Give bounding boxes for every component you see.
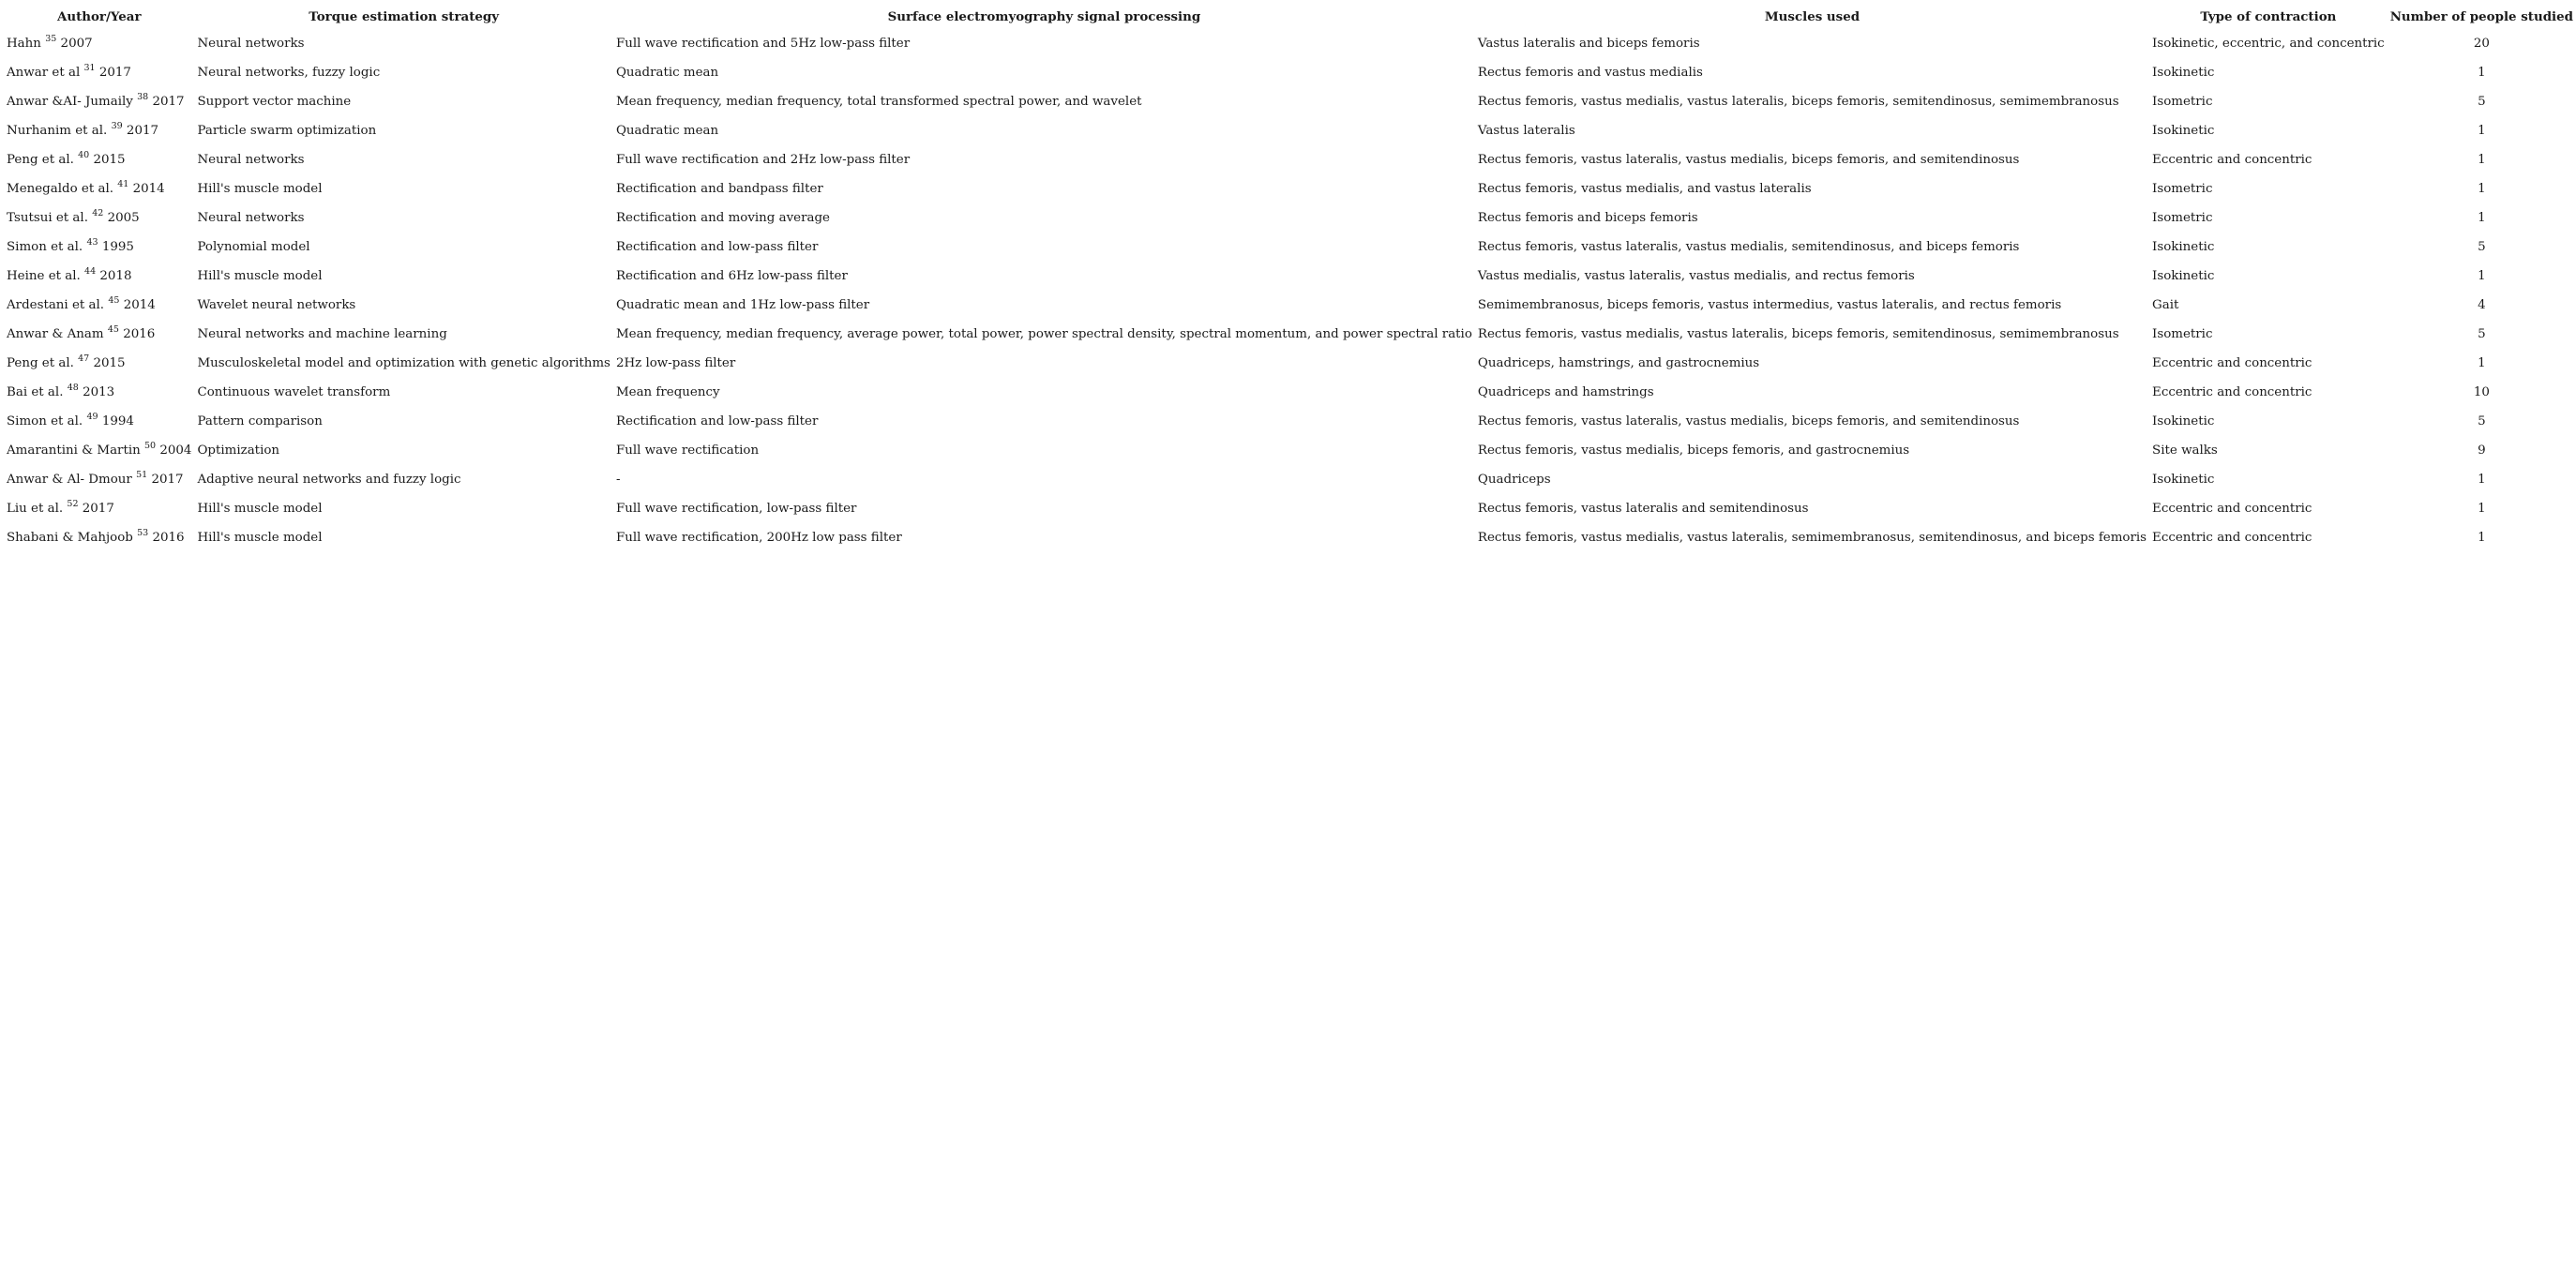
author-name: Shabani & Mahjoob	[7, 531, 133, 545]
author-year-cell	[4, 203, 194, 233]
author-name: Anwar et al	[7, 66, 81, 80]
people-count-cell: 5	[2478, 240, 2486, 254]
strategy-cell: Continuous wavelet transform	[197, 385, 391, 399]
strategy-cell: Pattern comparison	[197, 414, 323, 429]
table-header	[4, 4, 2576, 29]
strategy-cell: Support vector machine	[197, 95, 352, 109]
publication-year: 1995	[101, 240, 134, 254]
processing-cell: Full wave rectification	[615, 444, 760, 458]
table-row	[4, 320, 2576, 349]
publication-year: 2014	[132, 182, 165, 196]
processing-cell: Mean frequency	[615, 385, 720, 399]
contraction-cell: Eccentric and concentric	[2152, 356, 2312, 370]
table-row	[4, 291, 2576, 320]
table-row	[4, 145, 2576, 174]
author-year-cell	[4, 116, 194, 145]
processing-cell: Rectification and 6Hz low-pass filter	[615, 269, 848, 283]
processing-cell: Full wave rectification and 2Hz low-pass filter	[615, 153, 911, 167]
people-count-cell: 1	[2478, 502, 2486, 516]
author-year-cell	[4, 233, 194, 262]
author-year-cell	[4, 29, 194, 58]
muscles-cell: Vastus lateralis and biceps femoris	[1477, 37, 1700, 51]
table-row	[4, 29, 2576, 58]
publication-year: 2004	[159, 444, 192, 458]
muscles-cell: Rectus femoris, vastus lateralis, vastus medialis, biceps femoris, and semitendinosus	[1477, 153, 2020, 167]
reference-number: 43	[86, 237, 98, 248]
reference-number: 35	[45, 34, 57, 44]
processing-cell: Mean frequency, median frequency, total transformed spectral power, and wavelet	[615, 95, 1142, 109]
muscles-cell: Quadriceps	[1477, 473, 1551, 487]
publication-year: 2015	[93, 356, 126, 370]
author-year-cell	[4, 378, 194, 407]
contraction-cell: Isokinetic	[2152, 414, 2215, 429]
author-year-cell	[4, 320, 194, 349]
table-row	[4, 349, 2576, 378]
muscles-cell: Rectus femoris and biceps femoris	[1477, 211, 1698, 225]
people-count-cell: 4	[2478, 298, 2486, 312]
publication-year: 2005	[107, 211, 140, 225]
author-year-cell	[4, 494, 194, 523]
processing-cell: Quadratic mean	[615, 124, 719, 138]
studies-table	[4, 4, 2576, 552]
contraction-cell: Gait	[2152, 298, 2179, 312]
author-name: Anwar & Anam	[7, 327, 104, 341]
author-year-cell	[4, 174, 194, 203]
header-author-year: Author/Year	[56, 8, 142, 24]
table-row	[4, 378, 2576, 407]
publication-year: 2017	[151, 473, 184, 487]
author-name: Simon et al.	[7, 240, 83, 254]
people-count-cell: 1	[2478, 182, 2486, 196]
muscles-cell: Rectus femoris, vastus lateralis, vastus medialis, semitendinosus, and biceps femoris	[1477, 240, 2020, 254]
table-row	[4, 203, 2576, 233]
contraction-cell: Isokinetic	[2152, 473, 2215, 487]
publication-year: 2015	[93, 153, 126, 167]
author-year-cell	[4, 58, 194, 87]
muscles-cell: Rectus femoris, vastus medialis, vastus lateralis, semimembranosus, semitendinosus, and biceps femoris	[1477, 531, 2147, 545]
author-name: Ardestani et al.	[7, 298, 105, 312]
author-year-cell	[4, 349, 194, 378]
contraction-cell: Isometric	[2152, 95, 2213, 109]
author-name: Peng et al.	[7, 153, 74, 167]
reference-number: 48	[67, 383, 79, 393]
processing-cell: Quadratic mean and 1Hz low-pass filter	[615, 298, 870, 312]
muscles-cell: Rectus femoris and vastus medialis	[1477, 66, 1703, 80]
processing-cell: Full wave rectification and 5Hz low-pass filter	[615, 37, 911, 51]
contraction-cell: Isokinetic	[2152, 66, 2215, 80]
muscles-cell: Rectus femoris, vastus lateralis and semitendinosus	[1477, 502, 1809, 516]
reference-number: 50	[144, 441, 157, 451]
people-count-cell: 5	[2478, 414, 2486, 429]
author-name: Menegaldo et al.	[7, 182, 113, 196]
muscles-cell: Semimembranosus, biceps femoris, vastus intermedius, vastus lateralis, and rectus femoris	[1477, 298, 2062, 312]
table-row	[4, 407, 2576, 436]
author-name: Heine et al.	[7, 269, 81, 283]
contraction-cell: Eccentric and concentric	[2152, 385, 2312, 399]
publication-year: 2007	[60, 37, 93, 51]
processing-cell: 2Hz low-pass filter	[615, 356, 736, 370]
table-body	[4, 29, 2576, 552]
header-torque-strategy: Torque estimation strategy	[309, 8, 500, 24]
strategy-cell: Neural networks and machine learning	[197, 327, 447, 341]
author-year-cell	[4, 291, 194, 320]
contraction-cell: Eccentric and concentric	[2152, 531, 2312, 545]
table-row	[4, 436, 2576, 465]
table-row	[4, 174, 2576, 203]
author-name: Anwar &AI- Jumaily	[7, 95, 133, 109]
table-row	[4, 523, 2576, 552]
publication-year: 2016	[123, 327, 156, 341]
reference-number: 49	[86, 412, 98, 422]
contraction-cell: Isokinetic	[2152, 269, 2215, 283]
strategy-cell: Adaptive neural networks and fuzzy logic	[197, 473, 461, 487]
muscles-cell: Vastus medialis, vastus lateralis, vastus medialis, and rectus femoris	[1477, 269, 1915, 283]
strategy-cell: Polynomial model	[197, 240, 310, 254]
muscles-cell: Rectus femoris, vastus medialis, and vastus lateralis	[1477, 182, 1812, 196]
reference-number: 42	[92, 208, 104, 218]
reference-number: 45	[108, 295, 120, 306]
table-row	[4, 233, 2576, 262]
muscles-cell: Quadriceps, hamstrings, and gastrocnemius	[1477, 356, 1760, 370]
author-name: Simon et al.	[7, 414, 83, 429]
publication-year: 2014	[123, 298, 156, 312]
reference-number: 52	[67, 499, 79, 509]
muscles-cell: Rectus femoris, vastus medialis, vastus lateralis, biceps femoris, semitendinosus, semimembranosus	[1477, 327, 2119, 341]
muscles-cell: Rectus femoris, vastus medialis, vastus lateralis, biceps femoris, semitendinosus, semimembranosus	[1477, 95, 2119, 109]
people-count-cell: 1	[2478, 473, 2486, 487]
header-people-studied: Number of people studied	[2389, 8, 2574, 24]
header-semg-processing: Surface electromyography signal processing	[887, 8, 1201, 24]
strategy-cell: Hill's muscle model	[197, 531, 323, 545]
table-row	[4, 262, 2576, 291]
processing-cell: Rectification and low-pass filter	[615, 240, 819, 254]
author-name: Tsutsui et al.	[7, 211, 88, 225]
contraction-cell: Site walks	[2152, 444, 2218, 458]
processing-cell: Rectification and moving average	[615, 211, 830, 225]
contraction-cell: Isokinetic, eccentric, and concentric	[2152, 37, 2385, 51]
header-muscles-used: Muscles used	[1764, 8, 1860, 24]
contraction-cell: Isometric	[2152, 182, 2213, 196]
strategy-cell: Hill's muscle model	[197, 182, 323, 196]
strategy-cell: Neural networks	[197, 37, 305, 51]
header-row	[4, 4, 2576, 29]
author-year-cell	[4, 407, 194, 436]
processing-cell: -	[615, 473, 621, 487]
table-row	[4, 58, 2576, 87]
publication-year: 2018	[99, 269, 132, 283]
strategy-cell: Particle swarm optimization	[197, 124, 377, 138]
reference-number: 47	[78, 353, 90, 364]
processing-cell: Rectification and low-pass filter	[615, 414, 819, 429]
author-year-cell	[4, 145, 194, 174]
publication-year: 1994	[101, 414, 134, 429]
people-count-cell: 5	[2478, 95, 2486, 109]
reference-number: 44	[84, 266, 97, 277]
contraction-cell: Isometric	[2152, 327, 2213, 341]
strategy-cell: Musculoskeletal model and optimization with genetic algorithms	[197, 356, 610, 370]
publication-year: 2017	[82, 502, 114, 516]
table-row	[4, 87, 2576, 116]
publication-year: 2017	[152, 95, 185, 109]
contraction-cell: Isometric	[2152, 211, 2213, 225]
strategy-cell: Wavelet neural networks	[197, 298, 356, 312]
author-year-cell	[4, 436, 194, 465]
header-contraction-type: Type of contraction	[2200, 8, 2337, 24]
strategy-cell: Optimization	[197, 444, 280, 458]
muscles-cell: Quadriceps and hamstrings	[1477, 385, 1654, 399]
processing-cell: Quadratic mean	[615, 66, 719, 80]
reference-number: 45	[107, 324, 119, 335]
reference-number: 39	[111, 121, 123, 131]
processing-cell: Rectification and bandpass filter	[615, 182, 823, 196]
processing-cell: Full wave rectification, 200Hz low pass filter	[615, 531, 902, 545]
people-count-cell: 1	[2478, 124, 2486, 138]
publication-year: 2016	[152, 531, 185, 545]
contraction-cell: Isokinetic	[2152, 124, 2215, 138]
reference-number: 41	[117, 179, 129, 189]
contraction-cell: Eccentric and concentric	[2152, 502, 2312, 516]
muscles-cell: Rectus femoris, vastus medialis, biceps femoris, and gastrocnemius	[1477, 444, 1910, 458]
people-count-cell: 1	[2478, 211, 2486, 225]
table-row	[4, 465, 2576, 494]
author-name: Anwar & Al- Dmour	[7, 473, 132, 487]
author-name: Nurhanim et al.	[7, 124, 108, 138]
reference-number: 31	[83, 63, 96, 73]
author-name: Peng et al.	[7, 356, 74, 370]
reference-number: 40	[78, 150, 90, 160]
table-row	[4, 494, 2576, 523]
people-count-cell: 1	[2478, 356, 2486, 370]
author-name: Amarantini & Martin	[7, 444, 141, 458]
strategy-cell: Neural networks	[197, 153, 305, 167]
strategy-cell: Neural networks	[197, 211, 305, 225]
muscles-cell: Rectus femoris, vastus lateralis, vastus medialis, biceps femoris, and semitendinosus	[1477, 414, 2020, 429]
author-name: Liu et al.	[7, 502, 64, 516]
people-count-cell: 10	[2473, 385, 2490, 399]
publication-year: 2017	[126, 124, 158, 138]
publication-year: 2017	[98, 66, 131, 80]
author-name: Hahn	[7, 37, 41, 51]
table-row	[4, 116, 2576, 145]
publication-year: 2013	[83, 385, 115, 399]
people-count-cell: 1	[2478, 269, 2486, 283]
processing-cell: Full wave rectification, low-pass filter	[615, 502, 857, 516]
author-year-cell	[4, 87, 194, 116]
reference-number: 38	[137, 92, 149, 102]
strategy-cell: Hill's muscle model	[197, 269, 323, 283]
processing-cell: Mean frequency, median frequency, average power, total power, power spectral density, spectral momentum, and power spectral ratio	[615, 327, 1472, 341]
muscles-cell: Vastus lateralis	[1477, 124, 1575, 138]
author-year-cell	[4, 523, 194, 552]
contraction-cell: Isokinetic	[2152, 240, 2215, 254]
people-count-cell: 1	[2478, 153, 2486, 167]
people-count-cell: 1	[2478, 66, 2486, 80]
author-name: Bai et al.	[7, 385, 64, 399]
people-count-cell: 5	[2478, 327, 2486, 341]
author-year-cell	[4, 465, 194, 494]
contraction-cell: Eccentric and concentric	[2152, 153, 2312, 167]
people-count-cell: 9	[2478, 444, 2486, 458]
reference-number: 51	[136, 470, 148, 480]
people-count-cell: 20	[2473, 37, 2490, 51]
reference-number: 53	[137, 528, 149, 538]
people-count-cell: 1	[2478, 531, 2486, 545]
strategy-cell: Neural networks, fuzzy logic	[197, 66, 381, 80]
author-year-cell	[4, 262, 194, 291]
strategy-cell: Hill's muscle model	[197, 502, 323, 516]
